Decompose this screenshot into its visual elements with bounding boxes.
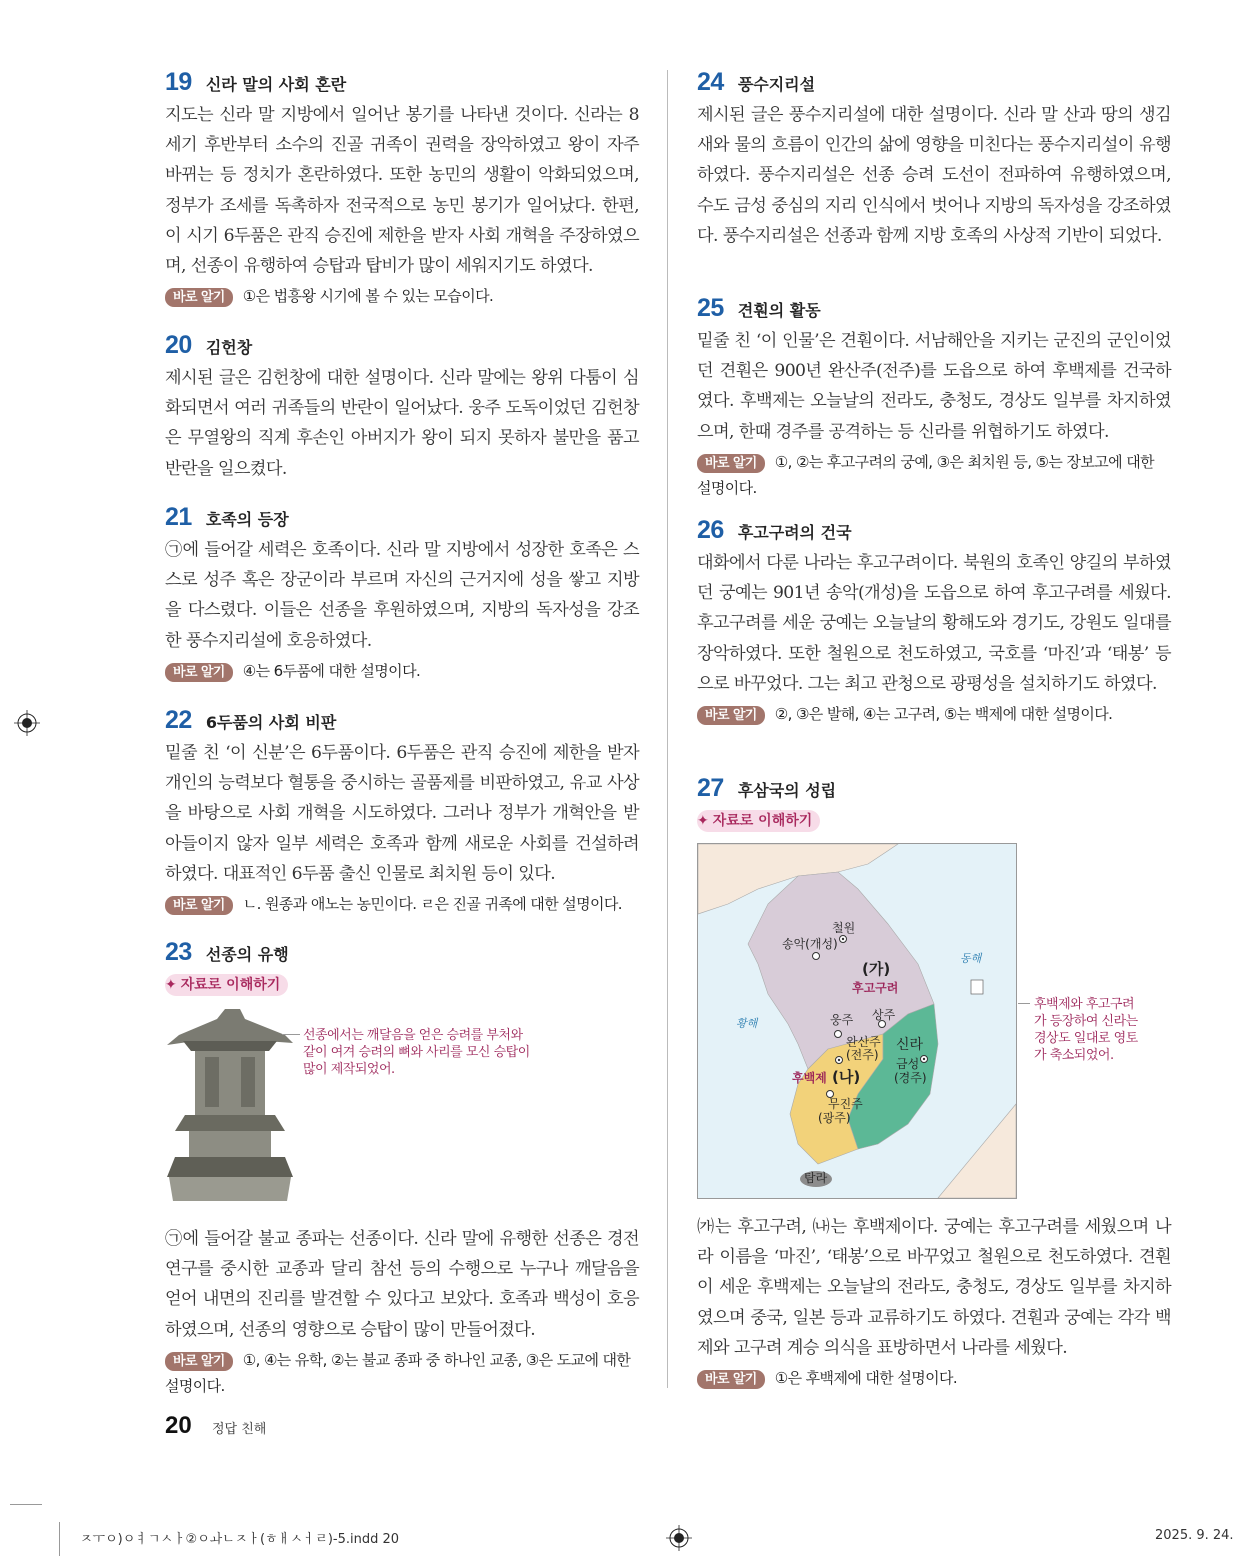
pagoda-note: 선종에서는 깨달음을 얻은 승려를 부처와 같이 여겨 승려의 뼈와 사리를 모신 승탑이 많이 제작되었어. [303,1028,530,1077]
quick-check-text: ①은 후백제에 대한 설명이다. [774,1369,958,1388]
registration-mark-icon [666,1525,692,1551]
explanation-text: 대화에서 다룬 나라는 후고구려이다. 북원의 호족인 양길의 부하였던 궁예는 901년 송악(개성)을 도읍으로 하여 후고구려를 세웠다. 후고구려를 세운 궁예는 오늘날의 황해도와 경기도, 강원도 일대를 장악하였다. 또한 철원으로 천도하였고, 국호를 ‘마진’과 ‘태봉’ 등으로 바꾸었다. 그는 최고 관청으로 광평성을 설치하기도 하였다. [697,553,1171,694]
section-title: 견훤의 활동 [737,301,821,320]
answer-section-24 [697,68,1171,251]
quick-check [697,701,1171,727]
label-jeonju: (전주) [846,1048,879,1062]
resource-badge [165,974,288,996]
label-hugoguryeo: 후고구려 [852,981,899,995]
section-title: 후삼국의 성립 [737,781,837,800]
quick-check [165,891,639,917]
explanation-text: 밑줄 친 ‘이 인물’은 견훤이다. 서남해안을 지키는 군진의 군인이었던 견훤은 900년 완산주(전주)를 도읍으로 하여 후백제를 건국하였다. 후백제는 오늘날의 전라도, 충청도, 경상도 일부를 차지하였으며, 한때 경주를 공격하는 등 신라를 위협하기도 하였다. [697,331,1171,442]
quick-check-badge: 바로 알기 [697,454,765,473]
label-sangju: 상주 [872,1008,896,1022]
quick-check-text: ①, ②는 후고구려의 궁예, ③은 최치원 등, ⑤는 장보고에 대한 설명이다. [697,452,1154,497]
section-title: 신라 말의 사회 혼란 [205,75,347,94]
quick-check [697,449,1171,501]
answer-section-21 [165,503,639,684]
quick-check-text: ㄴ. 원종과 애노는 농민이다. ㄹ은 진골 귀족에 대한 설명이다. [242,895,622,914]
label-ungju: 웅주 [830,1013,854,1027]
section-title: 6두품의 사회 비판 [205,713,337,732]
quick-check-text: ④는 6두품에 대한 설명이다. [242,661,421,680]
quick-check-badge: 바로 알기 [697,1370,765,1389]
quick-check [165,283,639,309]
section-heading [697,774,1171,806]
explanation-text: 제시된 글은 김헌창에 대한 설명이다. 신라 말에는 왕위 다툼이 심화되면서 여러 귀족들의 반란이 일어났다. 웅주 도독이었던 김헌창은 무열왕의 직계 후손인 아버지가 왕이 되지 못하자 불만을 품고 반란을 일으켰다. [165,368,639,479]
label-songak: 송악(개성) [782,937,838,951]
sparkle-icon: ✦ [165,977,177,993]
quick-check-badge: 바로 알기 [165,896,233,915]
quick-check-badge: 바로 알기 [165,1352,233,1371]
quick-check [165,658,639,684]
quick-check [165,1347,639,1399]
registration-mark-icon [14,710,40,736]
crop-mark [10,1504,42,1505]
resource-label: 자료로 이해하기 [180,977,281,993]
label-cheorwon: 철원 [832,921,856,935]
question-number: 20 [165,331,192,359]
explanation-text: 밑줄 친 ‘이 신분’은 6두품이다. 6두품은 관직 승진에 제한을 받자 개인의 능력보다 혈통을 중시하는 골품제를 비판하였고, 유교 사상을 바탕으로 사회 개혁을 시도하였다. 그러나 정부가 개혁안을 받아들이지 않자 일부 세력은 호족과 함께 새로운 사회를 건설하려 하였다. 대표적인 6두품 출신 인물로 최치원 등이 있다. [165,743,639,884]
sparkle-icon: ✦ [697,813,709,829]
label-silla: 신라 [896,1037,924,1053]
resource-label: 자료로 이해하기 [712,813,813,829]
pagoda-image [165,1005,295,1203]
section-heading [697,294,1171,326]
answer-section-22 [165,706,639,917]
label-gwangju: (광주) [818,1111,851,1125]
explanation-text: 제시된 글은 풍수지리설에 대한 설명이다. 신라 말 산과 땅의 생김새와 물의 흐름이 인간의 삶에 영향을 미친다는 풍수지리설이 유행하였다. 풍수지리설은 선종 승려 도선이 전파하여 유행하였으며, 수도 금성 중심의 지리 인식에서 벗어나 지방의 독자성을 강조하였다. 풍수지리설은 선종과 함께 지방 호족의 사상적 기반이 되었다. [697,105,1171,246]
section-heading [697,68,1171,100]
explanation-text: ㉠에 들어갈 불교 종파는 선종이다. 신라 말에 유행한 선종은 경전 연구를 중시한 교종과 달리 참선 등의 수행으로 누구나 깨달음을 얻어 내면의 진리를 발견할 수 있다고 보았다. 호족과 백성이 호응하였으며, 선종의 영향으로 승탑이 많이 만들어졌다. [165,1229,639,1340]
quick-check-text: ①은 법흥왕 시기에 볼 수 있는 모습이다. [242,287,494,306]
label-gyeongju: (경주) [894,1071,927,1085]
section-heading [165,503,639,535]
quick-check-badge: 바로 알기 [165,288,233,307]
section-title: 후고구려의 건국 [737,523,852,542]
label-hubaekje: 후백제 [792,1071,827,1085]
quick-check-text: ①, ④는 유학, ②는 불교 종파 중 하나인 교종, ③은 도교에 대한 설명이다. [165,1350,631,1395]
label-tamna: 탐라 [804,1171,828,1185]
explanation-text: ㉠에 들어갈 세력은 호족이다. 신라 말 지방에서 성장한 호족은 스스로 성주 혹은 장군이라 부르며 자신의 근거지에 성을 쌓고 지방을 다스렸다. 이들은 선종을 후원하였으며, 지방의 독자성을 강조한 풍수지리설에 호응하였다. [165,540,639,651]
column-divider [667,70,668,1388]
section-title: 호족의 등장 [205,510,289,529]
label-na: (나) [832,1068,861,1086]
section-title: 김헌창 [205,338,253,357]
print-date: 2025. 9. 24. [1155,1528,1234,1543]
map-note-line [1018,1003,1030,1004]
answer-section-26 [697,516,1171,727]
page-section-label: 정답 친해 [212,1422,267,1437]
answer-section-25 [697,294,1171,501]
quick-check [697,1365,1171,1391]
label-yellow-sea: 황해 [736,1017,758,1030]
explanation-text: ㈎는 후고구려, ㈏는 후백제이다. 궁예는 후고구려를 세웠으며 나라 이름을 ‘마진’, ‘태봉’으로 바꾸었고 철원으로 천도하였다. 견훤이 세운 후백제는 오늘날의 전라도, 충청도, 경상도 일부를 차지하였으며 중국, 일본 등과 교류하기도 하였다. 견훤과 궁예는 각각 백제와 고구려 계승 의식을 표방하면서 나라를 세웠다. [697,1217,1171,1358]
question-number: 23 [165,938,192,966]
section-title: 풍수지리설 [737,75,816,94]
later-three-kingdoms-map [697,843,1017,1199]
page-number: 20 [165,1412,192,1439]
question-number: 21 [165,503,192,531]
label-ga: (가) [862,960,891,978]
slug-bar [59,1522,60,1556]
question-number: 19 [165,68,192,96]
answer-section-19 [165,68,639,309]
question-number: 24 [697,68,724,96]
file-slug: ㅈㅜㅇ)ㅇㅕㄱㅅㅏ②ㅇㅘㄴㅈㅏ(ㅎㅐㅅㅓㄹ)-5.indd 20 [80,1532,400,1547]
question-number: 22 [165,706,192,734]
section-heading [165,331,639,363]
quick-check-text: ②, ③은 발해, ④는 고구려, ⑤는 백제에 대한 설명이다. [774,705,1113,724]
explanation-text: 지도는 신라 말 지방에서 일어난 봉기를 나타낸 것이다. 신라는 8세기 후반부터 소수의 진골 귀족이 권력을 장악하였고 왕이 자주 바뀌는 등 정치가 혼란하였다. 또한 농민의 생활이 악화되었으며, 정부가 조세를 독촉하자 전국적으로 농민 봉기가 일어났다. 한편, 이 시기 6두품은 관직 승진에 제한을 받자 사회 개혁을 주장하였으며, 선종이 유행하여 승탑과 탑비가 많이 세워지기도 하였다. [165,105,639,277]
question-number: 25 [697,294,724,322]
label-geumseong: 금성 [896,1057,920,1071]
question-number: 27 [697,774,724,802]
quick-check-badge: 바로 알기 [697,706,765,725]
map-note: 후백제와 후고구려가 등장하여 신라는 경상도 일대로 영토가 축소되었어. [1034,997,1138,1063]
section-heading [165,938,639,970]
quick-check-badge: 바로 알기 [165,663,233,682]
section-title: 선종의 유행 [205,945,289,964]
section-heading [165,706,639,738]
question-number: 26 [697,516,724,544]
label-mujinju: 무진주 [828,1097,863,1111]
section-heading [165,68,639,100]
label-wansanju: 완산주 [846,1035,881,1049]
section-heading [697,516,1171,548]
label-east-sea: 동해 [960,952,982,965]
answer-section-20 [165,331,639,484]
pagoda-note-line [282,1034,300,1035]
resource-badge [697,810,820,832]
